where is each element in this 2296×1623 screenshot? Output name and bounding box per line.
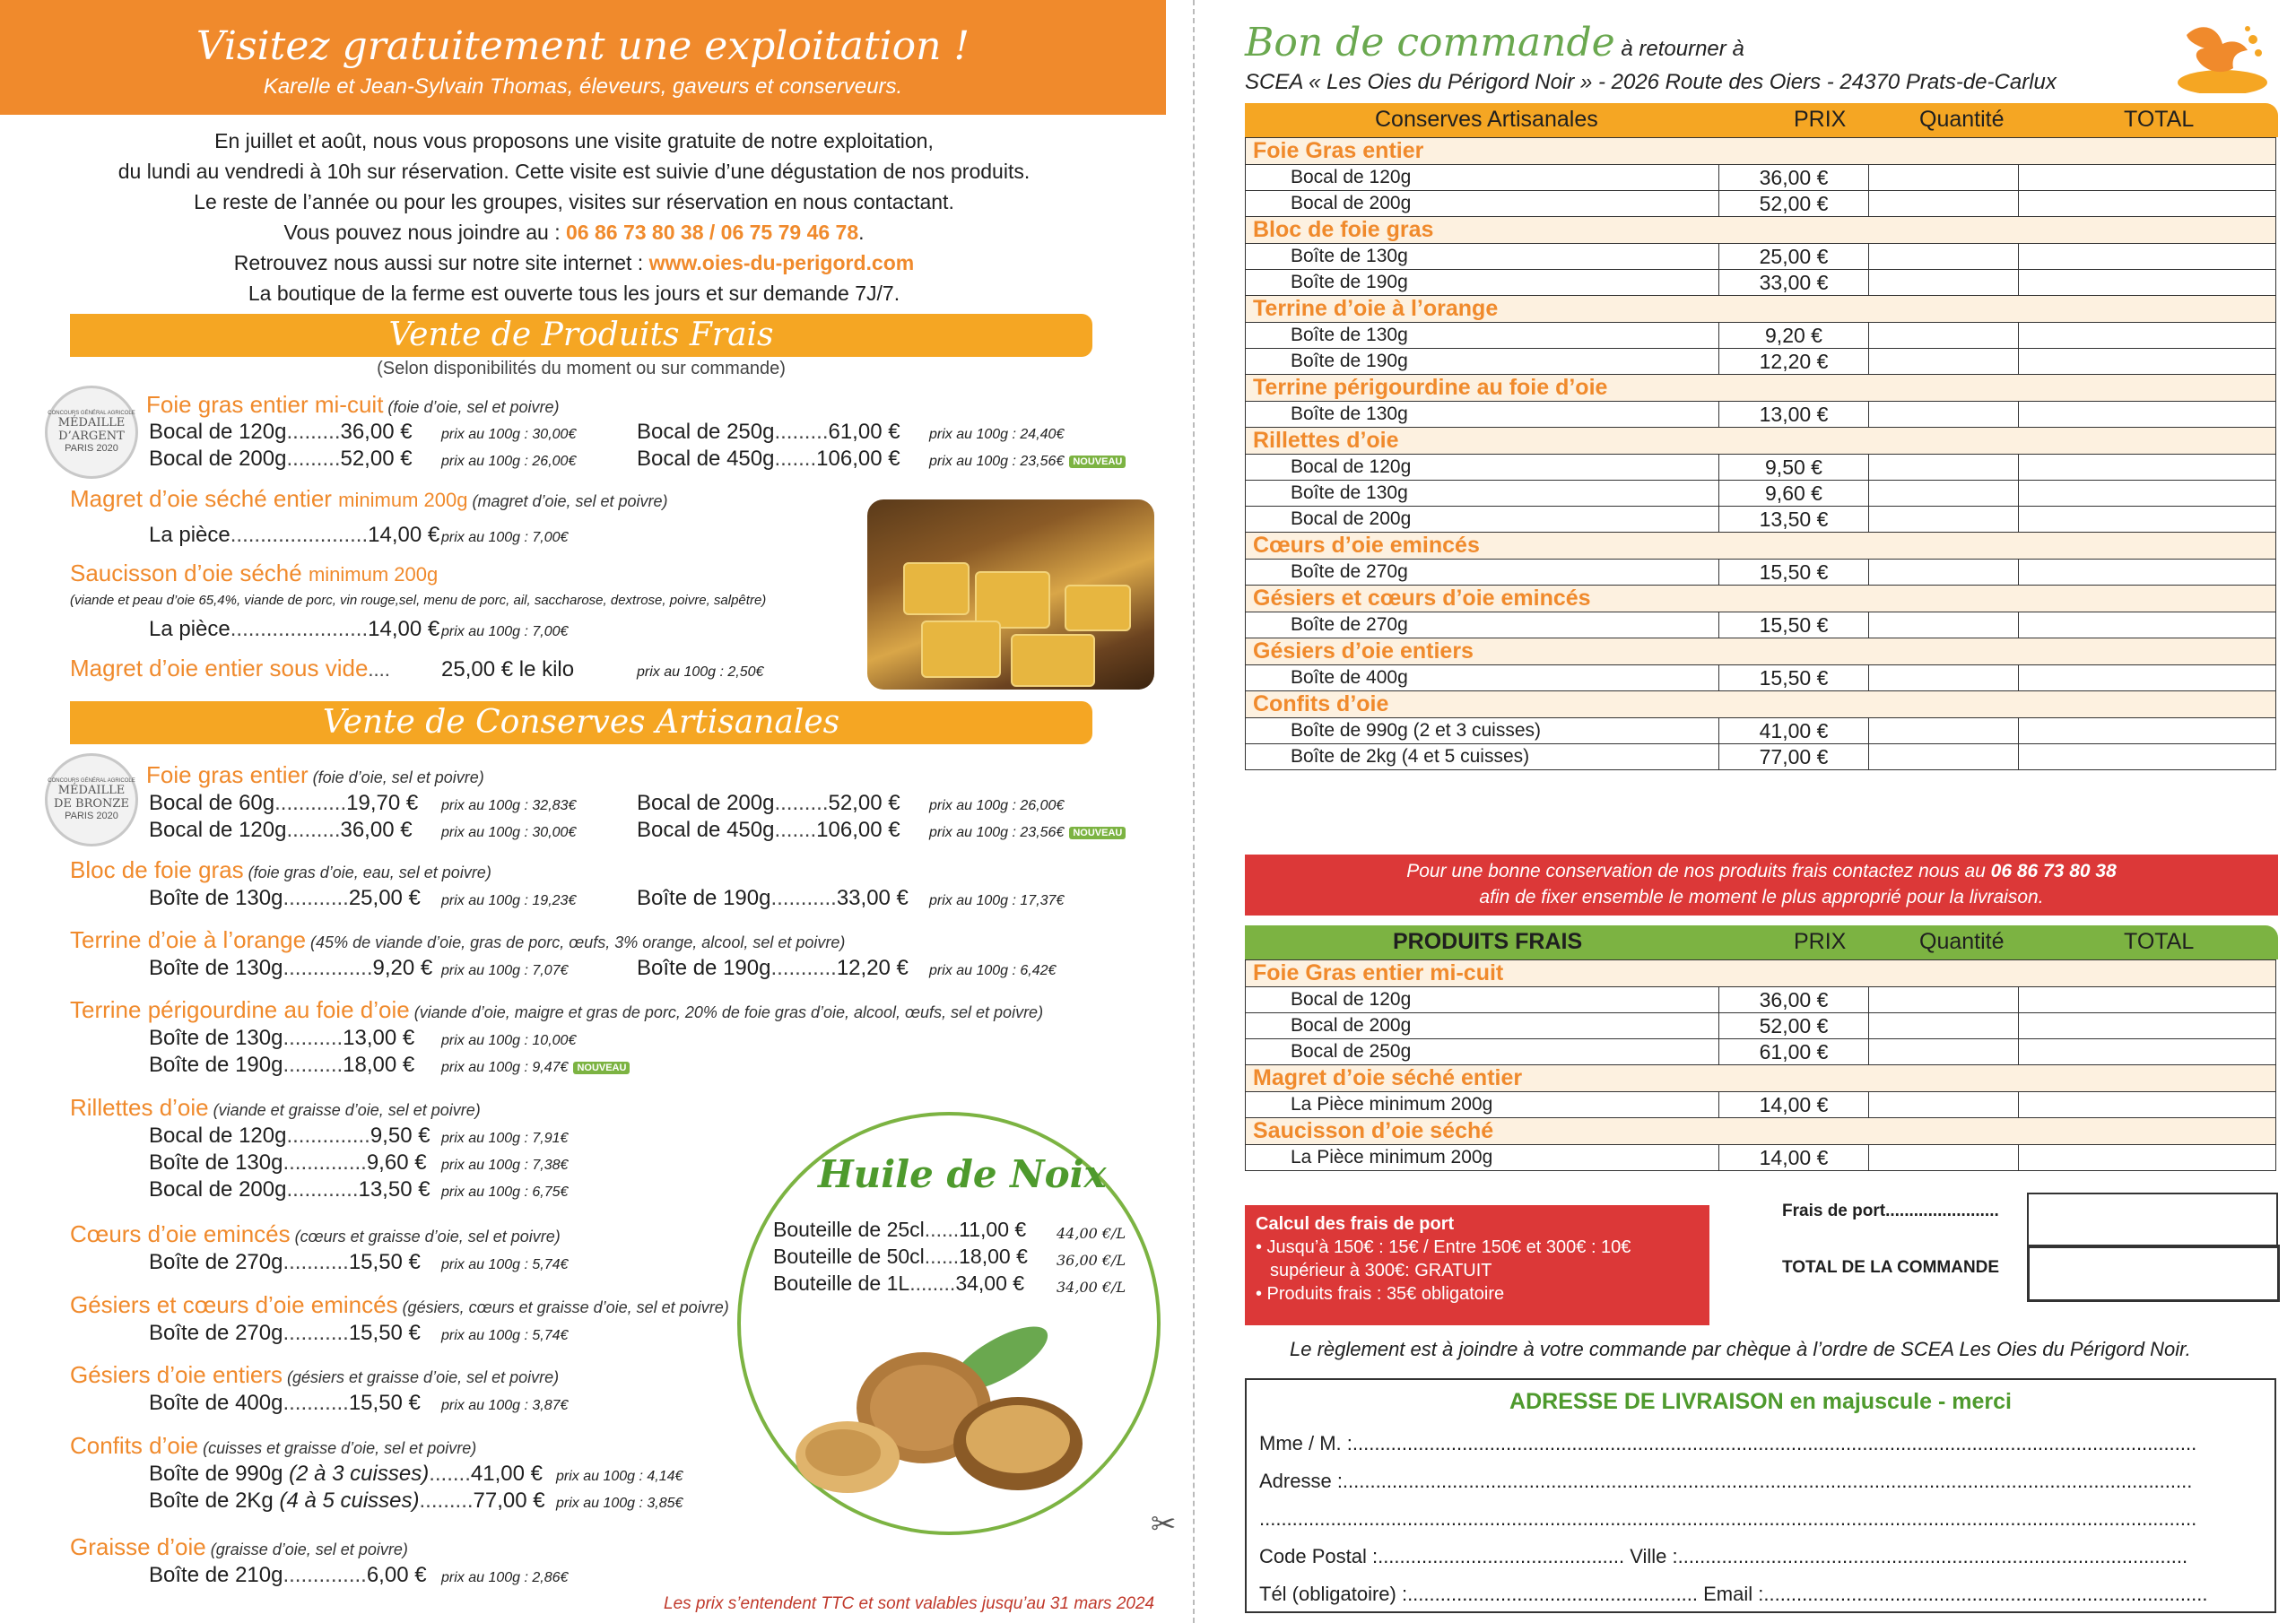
- product-title: Saucisson d’oie séché minimum 200g: [70, 560, 439, 586]
- category-name: Saucisson d’oie séché: [1246, 1118, 1719, 1145]
- price-row: Boîte de 130g...............9,20 €: [149, 956, 433, 980]
- header-total: TOTAL: [2124, 929, 2195, 954]
- item-label: Boîte de 400g: [1246, 665, 1719, 691]
- total-cell[interactable]: [2019, 481, 2276, 507]
- category-name: Foie Gras entier mi-cuit: [1246, 960, 1719, 987]
- address-line-2-field[interactable]: ...........................................................................................................................................................................: [1259, 1507, 2197, 1530]
- quantity-cell[interactable]: [1869, 987, 2019, 1013]
- price-row: Bocal de 120g.........36,00 €: [149, 818, 413, 842]
- fresh-table-header: [1245, 925, 2278, 959]
- price-row: Boîte de 400g...........15,50 €: [149, 1391, 421, 1415]
- item-price: 41,00 €: [1719, 718, 1869, 744]
- price-per-100g: prix au 100g : 7,38€: [441, 1158, 569, 1173]
- price-per-100g: prix au 100g : 2,86€: [441, 1570, 569, 1585]
- price-per-100g: prix au 100g : 30,00€: [441, 825, 577, 840]
- price-row: Bouteille de 25cl......11,00 €: [773, 1218, 1027, 1241]
- postal-city-field[interactable]: Code Postal :............................................. Ville :.............................................................................................: [1259, 1545, 2188, 1567]
- quantity-cell[interactable]: [1869, 665, 2019, 691]
- category-row: [1246, 428, 2276, 455]
- scissors-icon: ✂: [1151, 1507, 1177, 1541]
- product-title: Cœurs d’oie emincés (cœurs et graisse d’oie, sel et poivre): [70, 1220, 561, 1247]
- item-price: 36,00 €: [1719, 987, 1869, 1013]
- header-total: TOTAL: [2124, 107, 2195, 132]
- header-category: PRODUITS FRAIS: [1393, 929, 1583, 954]
- item-price: 77,00 €: [1719, 744, 1869, 770]
- item-label: Boîte de 990g (2 et 3 cuisses): [1246, 718, 1719, 744]
- price-row: Bocal de 120g.........36,00 €: [149, 420, 413, 444]
- product-title: Magret d’oie entier sous vide....: [70, 655, 390, 681]
- jar-shape: [921, 621, 1001, 678]
- item-price: 36,00 €: [1719, 165, 1869, 191]
- quantity-cell[interactable]: [1869, 1039, 2019, 1065]
- item-label: Boîte de 130g: [1246, 481, 1719, 507]
- item-label: Boîte de 190g: [1246, 270, 1719, 296]
- price-per-100g: prix au 100g : 6,42€: [929, 963, 1057, 978]
- order-row: [1246, 1092, 2276, 1118]
- item-label: Boîte de 270g: [1246, 612, 1719, 638]
- total-cell[interactable]: [2019, 455, 2276, 481]
- price-row: Boîte de 190g...........12,20 €: [637, 956, 909, 980]
- price-per-100g: prix au 100g : 32,83€: [441, 798, 577, 813]
- quantity-cell[interactable]: [1869, 191, 2019, 217]
- item-price: 61,00 €: [1719, 1039, 1869, 1065]
- item-label: La Pièce minimum 200g: [1246, 1145, 1719, 1171]
- quantity-cell[interactable]: [1869, 507, 2019, 533]
- total-cell[interactable]: [2019, 349, 2276, 375]
- category-row: [1246, 296, 2276, 323]
- jar-shape: [1065, 585, 1131, 631]
- medal-line2: D’ARGENT: [58, 430, 125, 443]
- banner-subtitle: Karelle et Jean-Sylvain Thomas, éleveurs, gaveurs et conserveurs.: [263, 74, 903, 99]
- item-price: 15,50 €: [1719, 665, 1869, 691]
- shipping-fee-label: Frais de port........................: [1782, 1202, 1999, 1220]
- order-form-page: [1229, 0, 2296, 1623]
- order-row: [1246, 244, 2276, 270]
- header-price: PRIX: [1794, 929, 1847, 954]
- total-cell[interactable]: [2019, 987, 2276, 1013]
- item-label: Bocal de 120g: [1246, 165, 1719, 191]
- product-title: Foie gras entier mi-cuit (foie d’oie, sel et poivre): [146, 391, 560, 418]
- category-row: [1246, 375, 2276, 402]
- price-validity-note: Les prix s’entendent TTC et sont valables jusqu’au 31 mars 2024: [664, 1594, 1155, 1613]
- price-per-100g: prix au 100g : 9,47€ NOUVEAU: [441, 1060, 630, 1076]
- price-per-100g: prix au 100g : 4,14€: [556, 1469, 683, 1484]
- fresh-products-notice: Pour une bonne conservation de nos produits frais contactez nous au 06 86 73 80 38 afin de fixer ensemble le moment le plus approprié pour la livraison.: [1245, 855, 2278, 916]
- quantity-cell[interactable]: [1869, 718, 2019, 744]
- item-price: 9,50 €: [1719, 455, 1869, 481]
- header-quantity: Quantité: [1919, 107, 2005, 132]
- item-label: Bocal de 200g: [1246, 507, 1719, 533]
- intro-line: Le reste de l’année ou pour les groupes, visites sur réservation en nous contactant.: [194, 190, 954, 213]
- fresh-order-table: [1245, 959, 2276, 1171]
- item-label: Boîte de 270g: [1246, 560, 1719, 586]
- shipping-rule: supérieur à 300€: GRATUIT: [1270, 1261, 1492, 1280]
- quantity-cell[interactable]: [1869, 560, 2019, 586]
- category-row: [1246, 638, 2276, 665]
- order-row: [1246, 560, 2276, 586]
- medal-line1: MÉDAILLE: [57, 416, 126, 430]
- order-total-label: TOTAL DE LA COMMANDE: [1782, 1258, 2000, 1277]
- price-per-100g: prix au 100g : 2,50€: [637, 664, 764, 680]
- order-row: [1246, 1039, 2276, 1065]
- intro-line: Vous pouvez nous joindre au : 06 86 73 80 38 / 06 75 79 46 78.: [283, 221, 865, 244]
- total-cell[interactable]: [2019, 165, 2276, 191]
- quantity-cell[interactable]: [1869, 612, 2019, 638]
- phone-numbers[interactable]: 06 86 73 80 38 / 06 75 79 46 78: [566, 221, 859, 244]
- item-label: Boîte de 2kg (4 et 5 cuisses): [1246, 744, 1719, 770]
- total-cell[interactable]: [2019, 744, 2276, 770]
- total-cell[interactable]: [2019, 1013, 2276, 1039]
- category-row: [1246, 217, 2276, 244]
- category-name: Gésiers et cœurs d’oie emincés: [1246, 586, 1719, 612]
- price-per-100g: prix au 100g : 3,85€: [556, 1496, 683, 1511]
- category-name: Foie Gras entier: [1246, 138, 1719, 165]
- price-row: Bocal de 450g.......106,00 €: [637, 447, 900, 471]
- price-row: Boîte de 130g...........25,00 €: [149, 886, 421, 910]
- price-per-litre: 36,00 €/L: [1057, 1252, 1126, 1269]
- total-cell[interactable]: [2019, 665, 2276, 691]
- header-price: PRIX: [1794, 107, 1847, 132]
- price-row: Bouteille de 50cl......18,00 €: [773, 1245, 1028, 1268]
- item-label: La Pièce minimum 200g: [1246, 1092, 1719, 1118]
- shipping-rule: • Jusqu’à 150€ : 15€ / Entre 150€ et 300€ : 10€: [1256, 1237, 1631, 1257]
- intro-line: En juillet et août, nous vous proposons une visite gratuite de notre exploitation,: [214, 129, 934, 152]
- price-row: Bocal de 120g..............9,50 €: [149, 1124, 430, 1148]
- address-field[interactable]: Adresse :...........................................................................................................................................................: [1259, 1470, 2193, 1492]
- price-per-100g: prix au 100g : 17,37€: [929, 893, 1065, 908]
- order-row: [1246, 507, 2276, 533]
- price-row: La pièce.......................14,00 €: [149, 617, 440, 641]
- product-title: Bloc de foie gras (foie gras d’oie, eau, sel et poivre): [70, 856, 491, 883]
- banner-title: Visitez gratuitement une exploitation !: [196, 23, 970, 69]
- delivery-address-box: [1245, 1378, 2276, 1613]
- item-label: Bocal de 120g: [1246, 987, 1719, 1013]
- quantity-cell[interactable]: [1869, 744, 2019, 770]
- price-per-100g: prix au 100g : 10,00€: [441, 1033, 577, 1048]
- medal-top-text: CONCOURS GÉNÉRAL AGRICOLE: [48, 411, 135, 416]
- quantity-cell[interactable]: [1869, 481, 2019, 507]
- item-price: 9,20 €: [1719, 323, 1869, 349]
- order-row: [1246, 323, 2276, 349]
- item-price: 9,60 €: [1719, 481, 1869, 507]
- price-per-100g: prix au 100g : 26,00€: [929, 798, 1065, 813]
- category-name: Rillettes d’oie: [1246, 428, 1719, 455]
- visit-banner: [0, 0, 1166, 115]
- medal-line3: PARIS 2020: [65, 811, 118, 821]
- total-cell[interactable]: [2019, 244, 2276, 270]
- notice-phone: 06 86 73 80 38: [1990, 861, 2117, 881]
- price-per-100g: prix au 100g : 7,00€: [441, 624, 569, 639]
- price-row: Bocal de 250g.........61,00 €: [637, 420, 900, 444]
- item-price: 15,50 €: [1719, 560, 1869, 586]
- category-name: Bloc de foie gras: [1246, 217, 1719, 244]
- order-row: [1246, 165, 2276, 191]
- price-row: Bocal de 200g.........52,00 €: [149, 447, 413, 471]
- name-field[interactable]: Mme / M. :..........................................................................................................................................................: [1259, 1432, 2197, 1454]
- item-price: 52,00 €: [1719, 1013, 1869, 1039]
- price-row: Bocal de 200g.........52,00 €: [637, 791, 900, 815]
- price-per-100g: prix au 100g : 5,74€: [441, 1328, 569, 1343]
- price-row: Boîte de 990g (2 à 3 cuisses).......41,00 €: [149, 1462, 543, 1486]
- quantity-cell[interactable]: [1869, 349, 2019, 375]
- phone-email-field[interactable]: Tél (obligatoire) :..................................................... Email :.................................................................................: [1259, 1583, 2208, 1605]
- price-row: Bouteille de 1L........34,00 €: [773, 1271, 1025, 1295]
- price-row: Boîte de 190g..........18,00 €: [149, 1053, 415, 1077]
- category-name: Gésiers d’oie entiers: [1246, 638, 1719, 665]
- product-title: Gésiers et cœurs d’oie emincés (gésiers, cœurs et graisse d’oie, sel et poivre): [70, 1291, 729, 1318]
- quantity-cell[interactable]: [1869, 455, 2019, 481]
- item-label: Boîte de 190g: [1246, 349, 1719, 375]
- order-row: [1246, 402, 2276, 428]
- item-label: Boîte de 130g: [1246, 402, 1719, 428]
- shipping-fee-field[interactable]: [2027, 1193, 2278, 1248]
- walnut-oil-title: Huile de Noix: [818, 1152, 1107, 1196]
- item-label: Bocal de 250g: [1246, 1039, 1719, 1065]
- header-category: Conserves Artisanales: [1375, 107, 1598, 132]
- product-title: Terrine d’oie à l’orange (45% de viande d’oie, gras de porc, œufs, 3% orange, alcool, sel et poivre): [70, 926, 846, 953]
- quantity-cell[interactable]: [1869, 165, 2019, 191]
- item-label: Bocal de 200g: [1246, 191, 1719, 217]
- category-row: [1246, 586, 2276, 612]
- category-row: [1246, 138, 2276, 165]
- product-title: Magret d’oie séché entier minimum 200g (magret d’oie, sel et poivre): [70, 485, 668, 512]
- shipping-rule: • Produits frais : 35€ obligatoire: [1256, 1284, 1505, 1304]
- price-row: Boîte de 270g...........15,50 €: [149, 1250, 421, 1274]
- price-per-100g: prix au 100g : 24,40€: [929, 427, 1065, 442]
- product-title: Graisse d’oie (graisse d’oie, sel et poivre): [70, 1533, 408, 1560]
- order-total-field[interactable]: [2027, 1245, 2280, 1302]
- price-per-100g: prix au 100g : 7,07€: [441, 963, 569, 978]
- availability-note: (Selon disponibilités du moment ou sur commande): [377, 359, 786, 378]
- order-row: [1246, 612, 2276, 638]
- category-row: [1246, 960, 2276, 987]
- item-price: 12,20 €: [1719, 349, 1869, 375]
- jar-shape: [903, 562, 970, 615]
- price-per-litre: 34,00 €/L: [1057, 1279, 1126, 1296]
- quantity-cell[interactable]: [1869, 244, 2019, 270]
- total-cell[interactable]: [2019, 560, 2276, 586]
- order-row: [1246, 665, 2276, 691]
- product-ingredients: (viande et peau d’oie 65,4%, viande de porc, vin rouge,sel, menu de porc, ail, saccharose, dextrose, poivre, salpêtre): [70, 593, 767, 608]
- price-row: Boîte de 130g..............9,60 €: [149, 1150, 427, 1175]
- jar-shape: [1011, 634, 1095, 687]
- header-quantity: Quantité: [1919, 929, 2005, 954]
- price-per-100g: prix au 100g : 26,00€: [441, 454, 577, 469]
- item-label: Boîte de 130g: [1246, 323, 1719, 349]
- total-cell[interactable]: [2019, 612, 2276, 638]
- category-name: Confits d’oie: [1246, 691, 1719, 718]
- price-per-100g: prix au 100g : 6,75€: [441, 1185, 569, 1200]
- quantity-cell[interactable]: [1869, 402, 2019, 428]
- medal-line1: MÉDAILLE: [57, 784, 126, 797]
- payment-note: Le règlement est à joindre à votre commande par chèque à l’ordre de SCEA Les Oies du Périgord Noir.: [1290, 1338, 2191, 1360]
- product-title: Confits d’oie (cuisses et graisse d’oie, sel et poivre): [70, 1432, 477, 1459]
- order-row: [1246, 1145, 2276, 1171]
- item-label: Bocal de 120g: [1246, 455, 1719, 481]
- silver-medal: [45, 386, 138, 479]
- website-link[interactable]: www.oies-du-perigord.com: [648, 251, 915, 274]
- bronze-medal: [45, 753, 138, 846]
- price-row: Boîte de 210g..............6,00 €: [149, 1563, 427, 1587]
- quantity-cell[interactable]: [1869, 270, 2019, 296]
- category-row: [1246, 1118, 2276, 1145]
- order-row: [1246, 270, 2276, 296]
- category-row: [1246, 533, 2276, 560]
- order-row: [1246, 987, 2276, 1013]
- price-per-100g: prix au 100g : 19,23€: [441, 893, 577, 908]
- price-per-100g: prix au 100g : 7,00€: [441, 530, 569, 545]
- intro-line: du lundi au vendredi à 10h sur réservation. Cette visite est suivie d’une dégustation de nos produits.: [117, 160, 1031, 183]
- item-label: Bocal de 200g: [1246, 1013, 1719, 1039]
- quantity-cell[interactable]: [1869, 1013, 2019, 1039]
- order-form-title: Bon de commande à retourner à: [1245, 20, 1744, 65]
- total-cell[interactable]: [2019, 507, 2276, 533]
- product-photo: [867, 499, 1154, 690]
- order-row: [1246, 191, 2276, 217]
- total-cell[interactable]: [2019, 1145, 2276, 1171]
- order-row: [1246, 455, 2276, 481]
- price-row: La pièce.......................14,00 €: [149, 523, 440, 547]
- section-heading-frais: Vente de Produits Frais: [70, 314, 1092, 357]
- cut-line: [1193, 0, 1195, 1623]
- quantity-cell[interactable]: [1869, 323, 2019, 349]
- product-title: Gésiers d’oie entiers (gésiers et graisse d’oie, sel et poivre): [70, 1361, 560, 1388]
- order-row: [1246, 1013, 2276, 1039]
- product-title: Terrine périgourdine au foie d’oie (viande d’oie, maigre et gras de porc, 20% de foie gras d’oie, alcool, œufs, sel et poivre): [70, 996, 1044, 1023]
- price-per-100g: prix au 100g : 30,00€: [441, 427, 577, 442]
- order-row: [1246, 481, 2276, 507]
- total-cell[interactable]: [2019, 323, 2276, 349]
- new-badge: NOUVEAU: [1069, 456, 1126, 468]
- walnut-illustration: [789, 1309, 1112, 1506]
- price-per-100g: prix au 100g : 23,56€ NOUVEAU: [929, 454, 1126, 470]
- category-name: Terrine d’oie à l’orange: [1246, 296, 1719, 323]
- intro-line: Retrouvez nous aussi sur notre site internet : www.oies-du-perigord.com: [233, 251, 915, 274]
- item-price: 52,00 €: [1719, 191, 1869, 217]
- medal-line3: PARIS 2020: [65, 443, 118, 454]
- price-row: Boîte de 130g..........13,00 €: [149, 1026, 415, 1050]
- price-row: 25,00 € le kilo: [441, 657, 575, 681]
- order-row: [1246, 349, 2276, 375]
- total-cell[interactable]: [2019, 1092, 2276, 1118]
- price-per-100g: prix au 100g : 7,91€: [441, 1131, 569, 1146]
- total-cell[interactable]: [2019, 718, 2276, 744]
- conserves-table-header: [1245, 103, 2278, 137]
- intro-line: La boutique de la ferme est ouverte tous les jours et sur demande 7J/7.: [248, 282, 900, 305]
- delivery-address-heading: ADRESSE DE LIVRAISON en majuscule - merci: [1509, 1389, 2012, 1414]
- category-row: [1246, 1065, 2276, 1092]
- new-badge: NOUVEAU: [1069, 827, 1126, 839]
- price-row: Boîte de 2Kg (4 à 5 cuisses).........77,00 €: [149, 1488, 545, 1513]
- section-heading-conserves: Vente de Conserves Artisanales: [70, 701, 1092, 744]
- order-row: [1246, 744, 2276, 770]
- price-row: Boîte de 190g...........33,00 €: [637, 886, 909, 910]
- item-price: 13,50 €: [1719, 507, 1869, 533]
- return-address: SCEA « Les Oies du Périgord Noir » - 2026 Route des Oiers - 24370 Prats-de-Carlux: [1245, 70, 2057, 94]
- item-price: 25,00 €: [1719, 244, 1869, 270]
- price-per-litre: 44,00 €/L: [1057, 1225, 1126, 1242]
- category-name: Magret d’oie séché entier: [1246, 1065, 1719, 1092]
- price-row: Boîte de 270g...........15,50 €: [149, 1321, 421, 1345]
- conserves-order-table: [1245, 137, 2276, 770]
- item-price: 33,00 €: [1719, 270, 1869, 296]
- medal-top-text: CONCOURS GÉNÉRAL AGRICOLE: [48, 778, 135, 784]
- price-per-100g: prix au 100g : 5,74€: [441, 1257, 569, 1272]
- price-row: Bocal de 60g............19,70 €: [149, 791, 419, 815]
- intro-text: [54, 126, 1094, 308]
- price-row: Bocal de 200g............13,50 €: [149, 1177, 430, 1202]
- goose-logo-icon: [2169, 13, 2267, 93]
- shipping-calc-title: Calcul des frais de port: [1256, 1214, 1455, 1234]
- new-badge: NOUVEAU: [573, 1062, 630, 1074]
- total-cell[interactable]: [2019, 270, 2276, 296]
- item-price: 13,00 €: [1719, 402, 1869, 428]
- medal-line2: DE BRONZE: [54, 797, 129, 811]
- total-cell[interactable]: [2019, 191, 2276, 217]
- price-per-100g: prix au 100g : 3,87€: [441, 1398, 569, 1413]
- item-price: 15,50 €: [1719, 612, 1869, 638]
- item-price: 14,00 €: [1719, 1145, 1869, 1171]
- total-cell[interactable]: [2019, 1039, 2276, 1065]
- category-row: [1246, 691, 2276, 718]
- order-row: [1246, 718, 2276, 744]
- price-row: Bocal de 450g.......106,00 €: [637, 818, 900, 842]
- product-title: Foie gras entier (foie d’oie, sel et poivre): [146, 761, 484, 788]
- quantity-cell[interactable]: [1869, 1145, 2019, 1171]
- shipping-calc-box: [1245, 1205, 1709, 1325]
- item-label: Boîte de 130g: [1246, 244, 1719, 270]
- product-title: Rillettes d’oie (viande et graisse d’oie, sel et poivre): [70, 1094, 481, 1121]
- price-per-100g: prix au 100g : 23,56€ NOUVEAU: [929, 825, 1126, 841]
- item-price: 14,00 €: [1719, 1092, 1869, 1118]
- category-name: Terrine périgourdine au foie d’oie: [1246, 375, 1719, 402]
- category-name: Cœurs d’oie emincés: [1246, 533, 1719, 560]
- quantity-cell[interactable]: [1869, 1092, 2019, 1118]
- total-cell[interactable]: [2019, 402, 2276, 428]
